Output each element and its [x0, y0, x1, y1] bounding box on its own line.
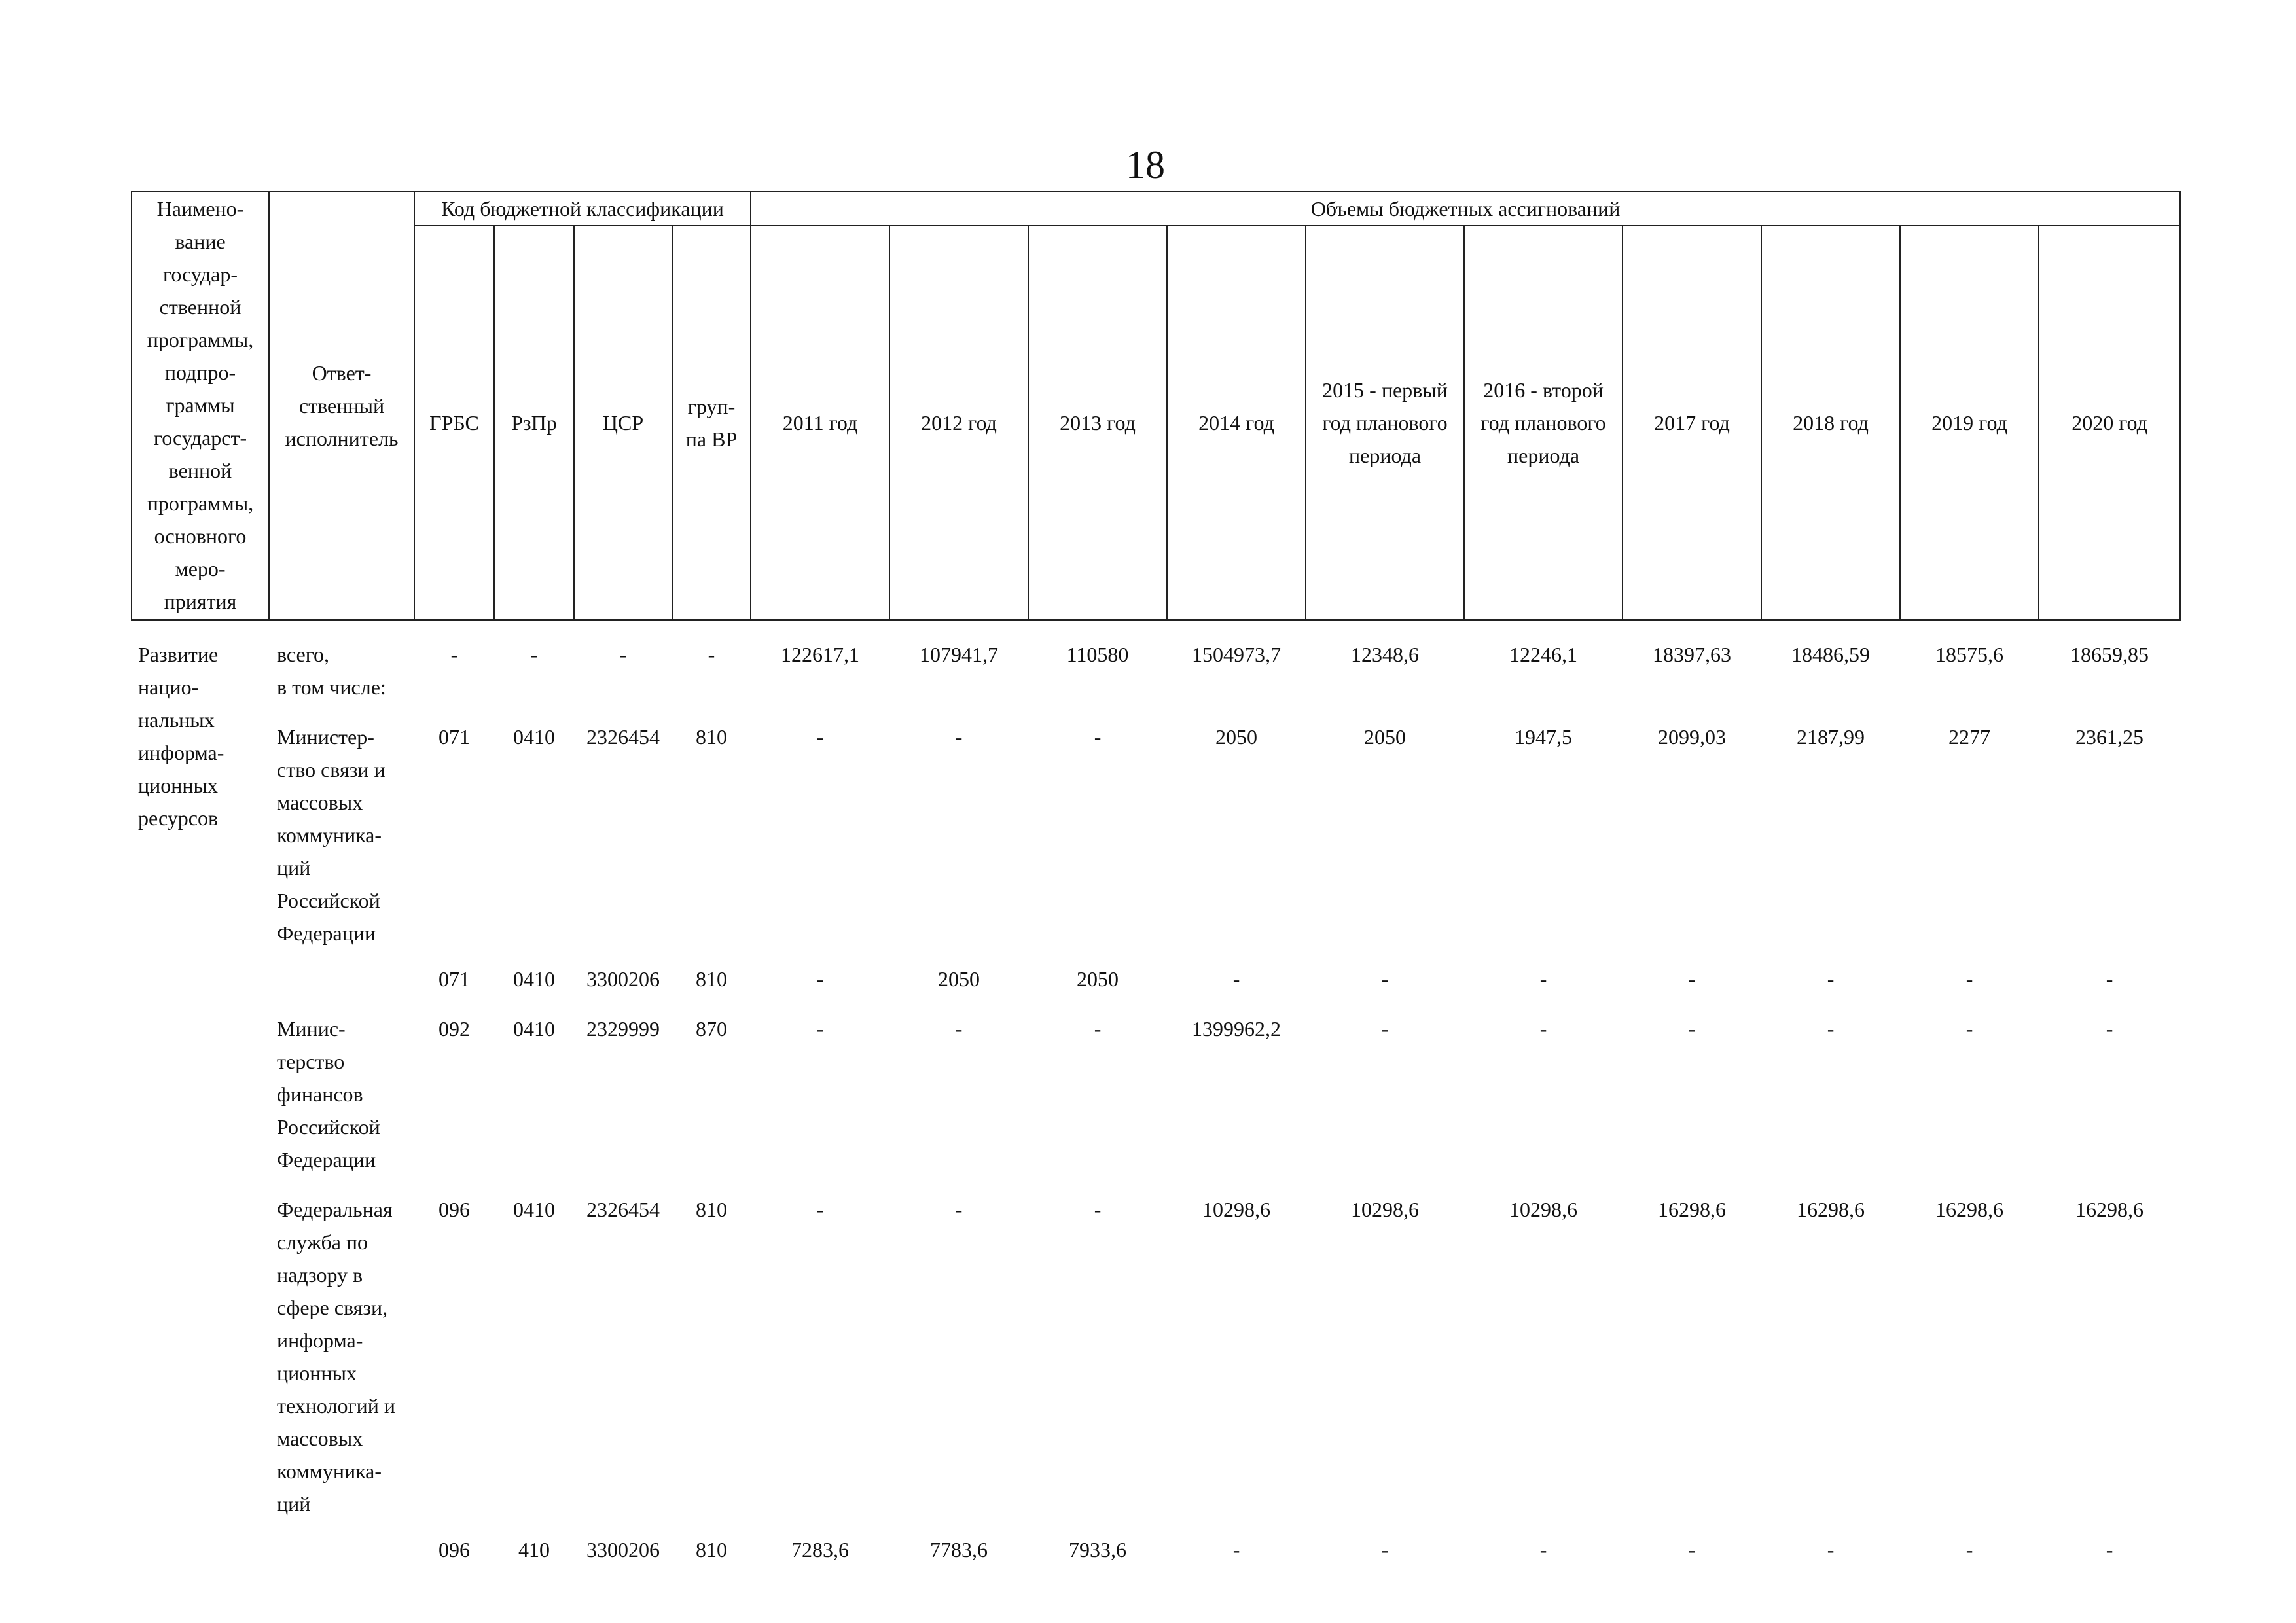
value-cell: -: [1094, 1198, 1102, 1221]
value-cell: 18397,63: [1653, 643, 1732, 666]
value-cell: 122617,1: [781, 643, 860, 666]
code-cell: 071: [439, 725, 470, 749]
value-cell: -: [1827, 967, 1835, 991]
code-cell: 3300206: [586, 1538, 660, 1561]
table-row: [132, 1193, 2180, 1520]
value-cell: 110580: [1066, 643, 1129, 666]
value-cell: -: [1539, 1017, 1547, 1041]
executor-cell: [269, 1533, 414, 1566]
value-cell: 7783,6: [930, 1538, 988, 1561]
table-row: [132, 1533, 2180, 1566]
code-cell: 0410: [513, 1017, 555, 1041]
value-cell: -: [955, 725, 963, 749]
value-cell: -: [1827, 1538, 1835, 1561]
value-cell: 10298,6: [1351, 1198, 1420, 1221]
value-cell: -: [1539, 1538, 1547, 1561]
header-executor: Ответ- ственный исполнитель: [269, 192, 414, 620]
code-cell: -: [450, 643, 458, 666]
code-cell: 2329999: [586, 1017, 660, 1041]
value-cell: 1399962,2: [1192, 1017, 1282, 1041]
code-cell: 410: [518, 1538, 550, 1561]
value-cell: -: [1381, 1538, 1389, 1561]
code-cell: -: [530, 643, 538, 666]
table-row: [132, 1012, 2180, 1176]
value-cell: 16298,6: [2075, 1198, 2144, 1221]
header-year-2: 2013 год: [1028, 226, 1167, 620]
header-code-2: ЦСР: [574, 226, 672, 620]
code-cell: 071: [439, 967, 470, 991]
value-cell: 12348,6: [1351, 643, 1420, 666]
value-cell: 7933,6: [1069, 1538, 1127, 1561]
executor-cell: Минис- терство финансов Российской Федерации: [277, 1017, 380, 1171]
value-cell: -: [816, 967, 824, 991]
value-cell: 18659,85: [2070, 643, 2149, 666]
value-cell: -: [1965, 967, 1973, 991]
code-cell: 3300206: [586, 967, 660, 991]
value-cell: -: [955, 1017, 963, 1041]
code-cell: 810: [696, 1198, 727, 1221]
code-cell: -: [708, 643, 715, 666]
value-cell: 2050: [1364, 725, 1407, 749]
value-cell: -: [816, 1017, 824, 1041]
value-cell: -: [1965, 1538, 1973, 1561]
value-cell: -: [816, 1198, 824, 1221]
value-cell: -: [1094, 1017, 1102, 1041]
value-cell: 1947,5: [1515, 725, 1573, 749]
value-cell: -: [955, 1198, 963, 1221]
header-year-0: 2011 год: [751, 226, 889, 620]
code-cell: 096: [439, 1198, 470, 1221]
executor-cell: Федеральная служба по надзору в сфере связи, информа- ционных технологий и массовых коммуника- ций: [277, 1198, 395, 1516]
value-cell: -: [1381, 1017, 1389, 1041]
value-cell: 2050: [938, 967, 980, 991]
program-name-cell: Развитие нацио- нальных информа- ционных ресурсов: [138, 643, 224, 830]
executor-cell: всего, в том числе:: [277, 643, 386, 699]
header-program-name: Наимено- вание государ- ственной программы, подпро- граммы государст- венной программы, основного меро- приятия: [132, 192, 269, 620]
code-cell: 0410: [513, 725, 555, 749]
value-cell: -: [816, 725, 824, 749]
executor-cell: [269, 963, 414, 995]
code-cell: 0410: [513, 1198, 555, 1221]
value-cell: 18486,59: [1791, 643, 1871, 666]
value-cell: -: [1381, 967, 1389, 991]
value-cell: -: [1539, 967, 1547, 991]
value-cell: -: [2106, 967, 2113, 991]
value-cell: 10298,6: [1509, 1198, 1578, 1221]
code-cell: 0410: [513, 967, 555, 991]
header-year-1: 2012 год: [889, 226, 1028, 620]
table-row: [132, 721, 2180, 950]
value-cell: -: [1688, 967, 1696, 991]
header-year-9: 2020 год: [2039, 226, 2180, 620]
budget-allocation-table: [131, 191, 2181, 1579]
value-cell: 10298,6: [1202, 1198, 1271, 1221]
value-cell: 2050: [1215, 725, 1258, 749]
header-year-6: 2017 год: [1623, 226, 1761, 620]
value-cell: -: [1827, 1017, 1835, 1041]
header-code-1: РзПр: [494, 226, 574, 620]
value-cell: 2187,99: [1797, 725, 1865, 749]
header-budget-code-group: Код бюджетной классификации: [414, 192, 751, 226]
executor-cell: Министер- ство связи и массовых коммуника- ций Российской Федерации: [277, 725, 386, 945]
header-code-0: ГРБС: [414, 226, 494, 620]
value-cell: 1504973,7: [1192, 643, 1282, 666]
code-cell: 810: [696, 725, 727, 749]
header-year-8: 2019 год: [1900, 226, 2039, 620]
value-cell: -: [1232, 1538, 1240, 1561]
value-cell: -: [1232, 967, 1240, 991]
value-cell: 12246,1: [1509, 643, 1578, 666]
value-cell: 107941,7: [920, 643, 999, 666]
code-cell: 096: [439, 1538, 470, 1561]
value-cell: 2050: [1077, 967, 1119, 991]
code-cell: 810: [696, 967, 727, 991]
value-cell: 2099,03: [1658, 725, 1727, 749]
value-cell: -: [1688, 1017, 1696, 1041]
table-row: [132, 638, 2180, 704]
value-cell: -: [1965, 1017, 1973, 1041]
value-cell: -: [1688, 1538, 1696, 1561]
table-row: [132, 963, 2180, 995]
value-cell: 7283,6: [791, 1538, 850, 1561]
code-cell: 810: [696, 1538, 727, 1561]
header-code-3: груп- па ВР: [672, 226, 751, 620]
value-cell: -: [2106, 1017, 2113, 1041]
value-cell: 18575,6: [1935, 643, 2004, 666]
code-cell: 092: [439, 1017, 470, 1041]
header-year-5: 2016 - второй год планового периода: [1464, 226, 1623, 620]
header-year-4: 2015 - первый год планового периода: [1306, 226, 1464, 620]
value-cell: 16298,6: [1935, 1198, 2004, 1221]
code-cell: 2326454: [586, 725, 660, 749]
header-year-7: 2018 год: [1761, 226, 1900, 620]
value-cell: -: [1094, 725, 1102, 749]
code-cell: -: [619, 643, 627, 666]
value-cell: -: [2106, 1538, 2113, 1561]
value-cell: 16298,6: [1797, 1198, 1865, 1221]
code-cell: 870: [696, 1017, 727, 1041]
header-year-3: 2014 год: [1167, 226, 1306, 620]
code-cell: 2326454: [586, 1198, 660, 1221]
page-number: 18: [1126, 143, 1165, 187]
value-cell: 2361,25: [2075, 725, 2144, 749]
value-cell: 16298,6: [1658, 1198, 1727, 1221]
value-cell: 2277: [1948, 725, 1991, 749]
header-budget-volumes-group: Объемы бюджетных ассигнований: [751, 192, 2180, 226]
